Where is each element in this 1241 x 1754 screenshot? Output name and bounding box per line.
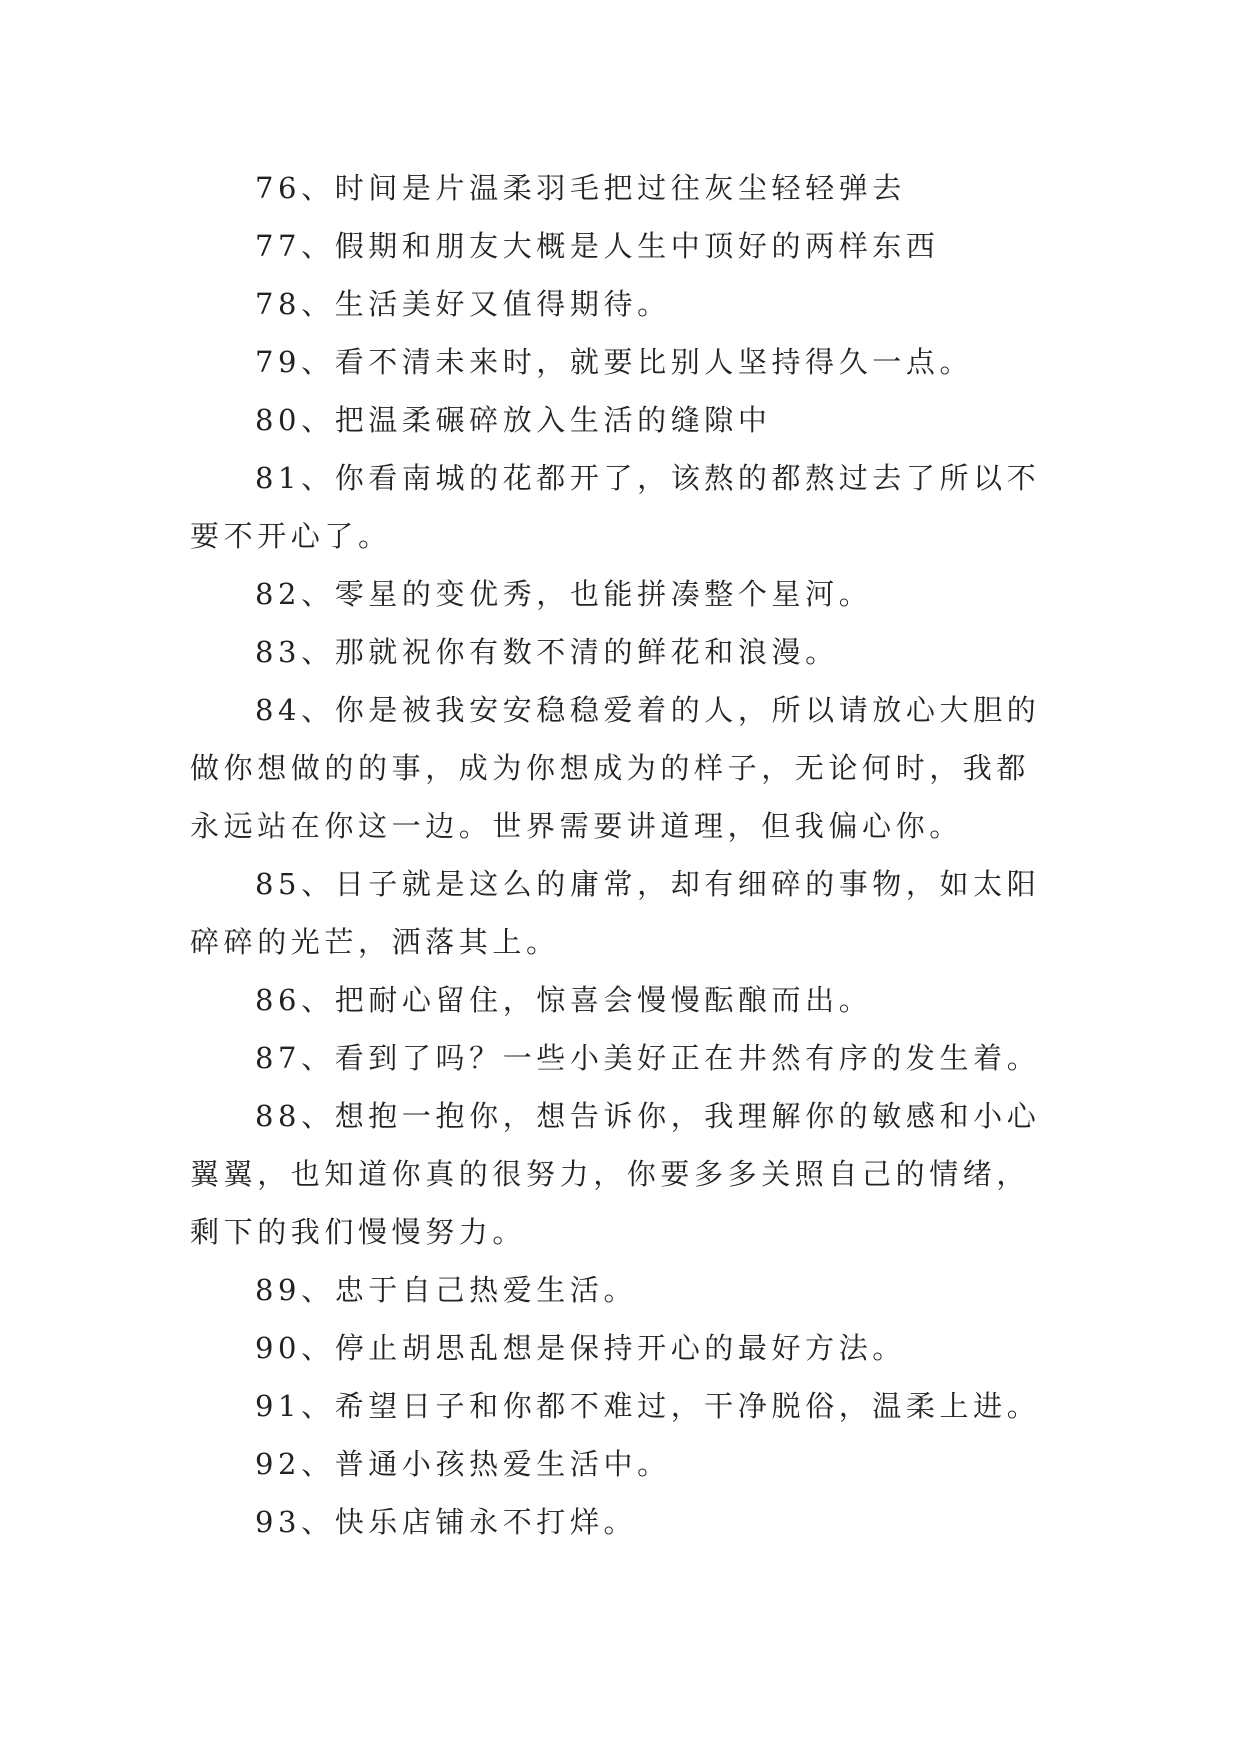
paragraph: 86、把耐心留住，惊喜会慢慢酝酿而出。 — [255, 983, 873, 1017]
paragraph: 85、日子就是这么的庸常，却有细碎的事物，如太阳碎碎的光芒，洒落其上。 — [190, 867, 1041, 959]
paragraph: 82、零星的变优秀，也能拼凑整个星河。 — [255, 577, 873, 611]
document-body — [190, 159, 1052, 1551]
paragraph: 84、你是被我安安稳稳爱着的人，所以请放心大胆的做你想做的的事，成为你想成为的样子，无论何时，我都永远站在你这一边。世界需要讲道理，但我偏心你。 — [190, 693, 1041, 843]
paragraph: 76、时间是片温柔羽毛把过往灰尘轻轻弹去 — [255, 171, 906, 205]
paragraph: 90、停止胡思乱想是保持开心的最好方法。 — [255, 1331, 906, 1365]
paragraph: 88、想抱一抱你，想告诉你，我理解你的敏感和小心翼翼，也知道你真的很努力，你要多多关照自己的情绪，剩下的我们慢慢努力。 — [190, 1099, 1041, 1249]
paragraph: 91、希望日子和你都不难过，干净脱俗，温柔上进。 — [255, 1389, 1041, 1423]
paragraph: 87、看到了吗？一些小美好正在井然有序的发生着。 — [255, 1041, 1041, 1075]
paragraph: 93、快乐店铺永不打烊。 — [255, 1505, 638, 1539]
paragraph: 92、普通小孩热爱生活中。 — [255, 1447, 671, 1481]
paragraph: 89、忠于自己热爱生活。 — [255, 1273, 638, 1307]
paragraph: 77、假期和朋友大概是人生中顶好的两样东西 — [255, 229, 940, 263]
paragraph: 81、你看南城的花都开了，该熬的都熬过去了所以不要不开心了。 — [190, 461, 1041, 553]
paragraph: 79、看不清未来时，就要比别人坚持得久一点。 — [255, 345, 974, 379]
paragraph: 78、生活美好又值得期待。 — [255, 287, 671, 321]
paragraph: 80、把温柔碾碎放入生活的缝隙中 — [255, 403, 772, 437]
paragraph: 83、那就祝你有数不清的鲜花和浪漫。 — [255, 635, 839, 669]
